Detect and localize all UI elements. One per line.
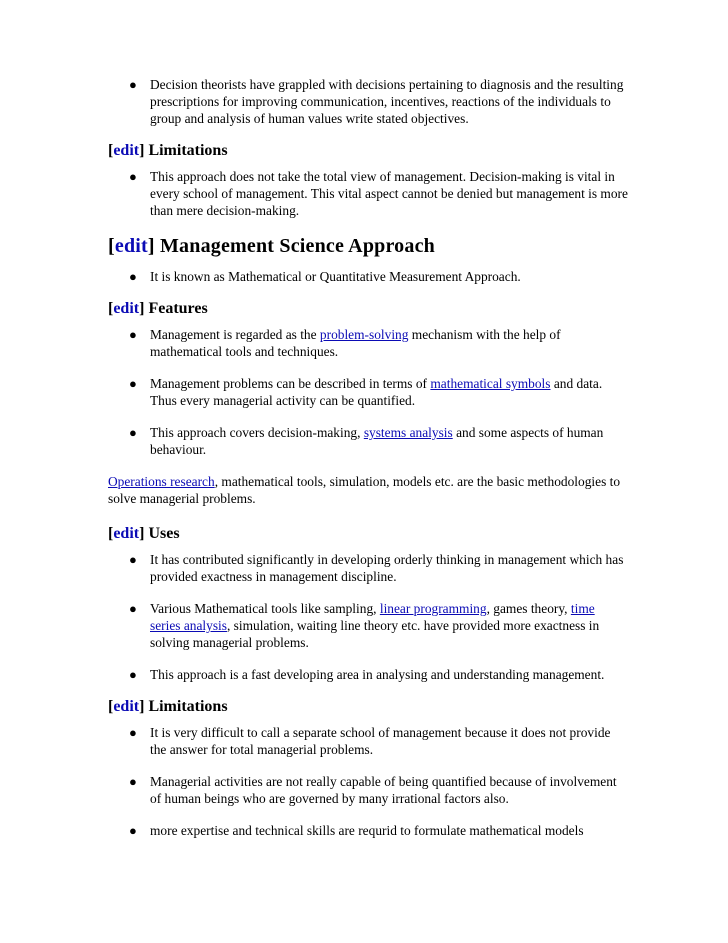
limitations-list (108, 168, 628, 219)
bullet-icon: ● (129, 774, 137, 789)
list-item: ● This approach does not take the total view of management. Decision-making is vital in every school of management. This vital aspect cannot be denied but management is more than mere decision-making. (129, 169, 628, 218)
features-paragraph: Operations research, mathematical tools, simulation, models etc. are the basic methodologies to solve managerial problems. (108, 474, 621, 506)
bullet-icon: ● (129, 725, 137, 740)
list-item: ● This approach covers decision-making, systems analysis and some aspects of human behaviour. (129, 425, 604, 457)
list-item: ● It is known as Mathematical or Quantitative Measurement Approach. (129, 269, 521, 284)
link-systems-analysis[interactable]: systems analysis (363, 425, 453, 440)
edit-link[interactable]: edit (113, 142, 140, 159)
link-linear-programming[interactable]: linear programming (379, 601, 487, 616)
msa-list (108, 268, 628, 285)
section-heading-limitations: [edit] Limitations (108, 142, 228, 159)
bullet-icon: ● (129, 327, 137, 342)
features-list (108, 326, 628, 458)
bullet-icon: ● (129, 77, 137, 92)
section-heading-features: [edit] Features (108, 300, 208, 317)
section-heading-management-science: [edit] Management Science Approach (108, 235, 435, 257)
bullet-icon: ● (129, 425, 137, 440)
edit-link[interactable]: edit (113, 698, 140, 715)
article-body (108, 76, 628, 854)
limitations-list (108, 724, 628, 839)
list-item: ● Management problems can be described in terms of mathematical symbols and data. Thus every managerial activity can be quantified. (129, 376, 603, 408)
edit-link[interactable]: edit (113, 300, 140, 317)
list-item: ● Management is regarded as the problem-solving mechanism with the help of mathematical tools and techniques. (129, 327, 561, 359)
link-operations-research[interactable]: Operations research (108, 474, 215, 489)
link-mathematical-symbols[interactable]: mathematical symbols (430, 376, 551, 391)
section-heading-uses: [edit] Uses (108, 525, 180, 542)
bullet-icon: ● (129, 376, 137, 391)
list-item: ● It has contributed significantly in developing orderly thinking in management which has provided exactness in management discipline. (129, 552, 624, 584)
link-problem-solving[interactable]: problem-solving (319, 327, 409, 342)
decision-bullet-list (108, 76, 628, 127)
list-item: ● Managerial activities are not really capable of being quantified because of involvement of human beings who are governed by many irrational factors also. (129, 774, 617, 806)
bullet-icon: ● (129, 667, 137, 682)
list-item: ● This approach is a fast developing area in analysing and understanding management. (129, 667, 605, 682)
bullet-icon: ● (129, 601, 137, 616)
edit-link[interactable]: edit (114, 235, 148, 257)
bullet-icon: ● (129, 169, 137, 184)
uses-list (108, 551, 628, 683)
edit-link[interactable]: edit (113, 525, 140, 542)
bullet-icon: ● (129, 269, 137, 284)
bullet-icon: ● (129, 552, 137, 567)
link-time-series-analysis[interactable]: time series analysis (150, 601, 595, 633)
list-item: ● It is very difficult to call a separate school of management because it does not provide the answer for total managerial problems. (129, 725, 611, 757)
list-item: ● more expertise and technical skills are requrid to formulate mathematical models (129, 823, 584, 838)
bullet-icon: ● (129, 823, 137, 838)
list-item: ● Decision theorists have grappled with decisions pertaining to diagnosis and the resulting prescriptions for improving communication, incentives, reactions of the individuals to group and analysis of human values write stated objectives. (129, 77, 624, 126)
list-item: ● Various Mathematical tools like sampling, linear programming, games theory, time series analysis, simulation, waiting line theory etc. have provided more exactness in solving managerial problems. (129, 601, 600, 650)
section-heading-limitations: [edit] Limitations (108, 698, 228, 715)
